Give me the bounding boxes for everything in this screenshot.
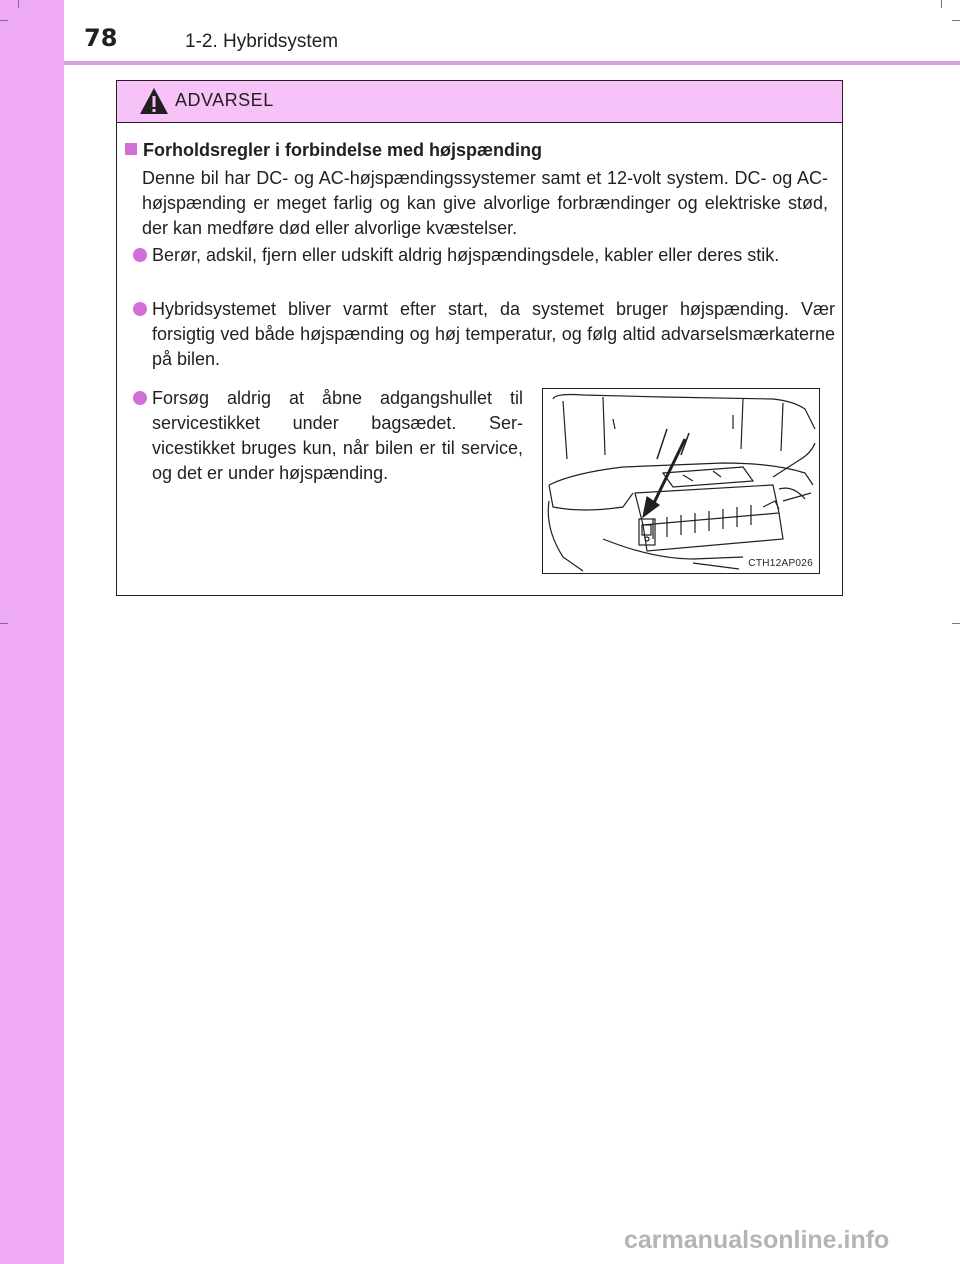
section-title: 1-2. Hybridsystem bbox=[185, 31, 339, 52]
warning-subheading bbox=[125, 140, 542, 161]
crop-mark bbox=[952, 20, 960, 21]
figure-code: CTH12AP026 bbox=[748, 558, 813, 569]
subheading-text: Forholdsregler i forbindelse med højspænding bbox=[143, 140, 543, 160]
square-bullet-icon bbox=[125, 143, 137, 155]
page-number: 78 bbox=[84, 24, 118, 52]
warning-title: ADVARSEL bbox=[175, 90, 274, 110]
list-item bbox=[125, 386, 523, 486]
crop-mark bbox=[0, 20, 8, 21]
service-plug-illustration bbox=[542, 388, 820, 574]
bullet-dot-icon bbox=[133, 302, 147, 316]
intro-paragraph: Denne bil har DC- og AC-højspændingssystemer samt et 12-volt system. DC- og AC-højspænding er meget farlig og kan give alvorlige forbrændinger og elektriske stød, der kan medføre død eller alvorlige kvæstelser. bbox=[142, 168, 828, 238]
bullet-text: Berør, adskil, fjern eller udskift aldrig højspændingsdele, kabler eller deres stik. bbox=[152, 245, 780, 265]
warning-triangle-icon bbox=[139, 87, 169, 115]
crop-mark bbox=[952, 623, 960, 624]
warning-box bbox=[116, 80, 843, 596]
list-item bbox=[125, 297, 835, 372]
warning-header bbox=[117, 81, 842, 123]
crop-mark bbox=[941, 0, 942, 8]
watermark: carmanualsonline.info bbox=[624, 1226, 890, 1254]
crop-mark bbox=[0, 623, 8, 624]
bullet-text: Forsøg aldrig at åbne adgangshullet til servicestikket under bagsædet. Ser-vicestikket bruges kun, når bilen er til service, og det er under højspænding. bbox=[152, 388, 523, 483]
chapter-sidebar bbox=[0, 0, 64, 1264]
bullet-text: Hybridsystemet bliver varmt efter start, da systemet bruger højspænding. Vær forsigtig ved både højspænding og høj temperatur, og følg altid advarselsmærkaterne på bilen. bbox=[152, 299, 835, 369]
rear-seat-drawing bbox=[543, 389, 819, 573]
bullet-dot-icon bbox=[133, 391, 147, 405]
header-rule bbox=[64, 61, 960, 65]
list-item bbox=[125, 243, 835, 268]
crop-mark bbox=[18, 0, 19, 8]
bullet-dot-icon bbox=[133, 248, 147, 262]
